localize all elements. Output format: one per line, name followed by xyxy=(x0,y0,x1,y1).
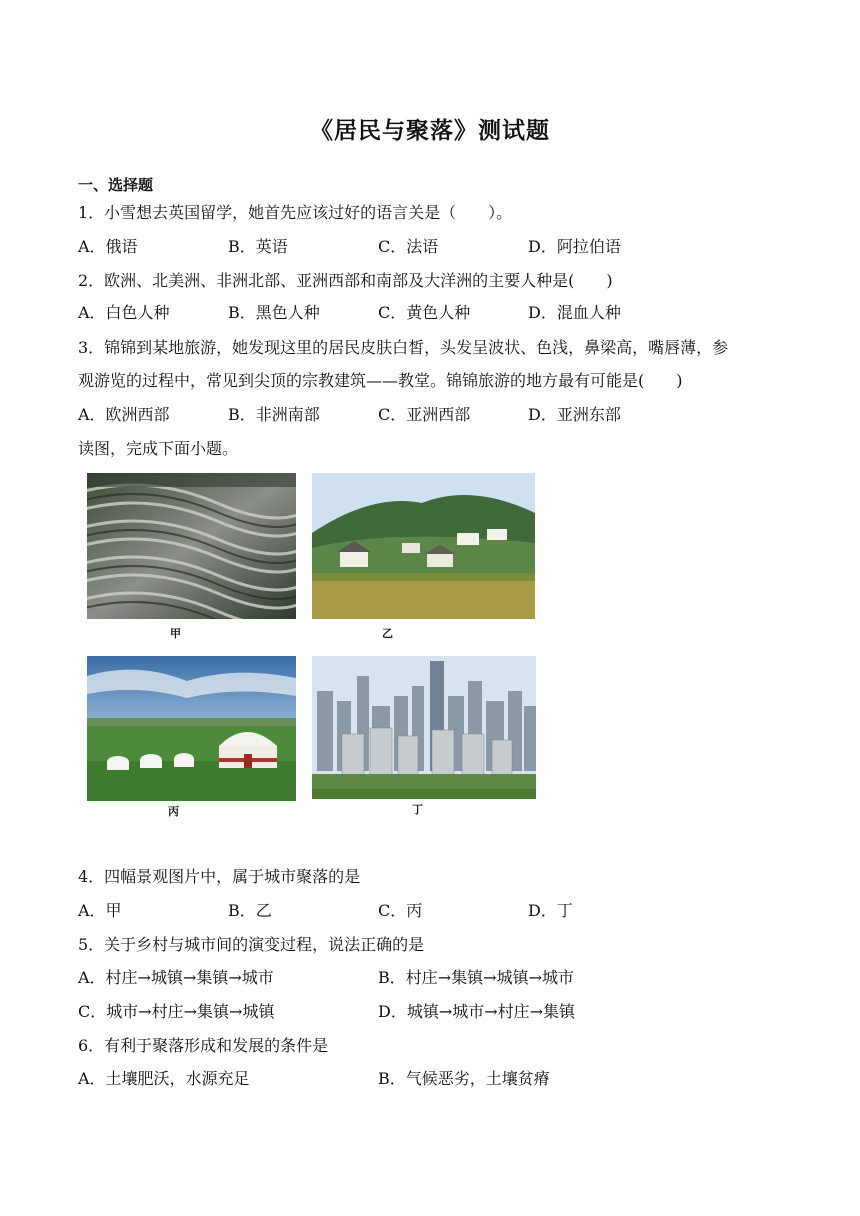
q5-option-b: B．村庄→集镇→城镇→城市 xyxy=(378,968,574,987)
q4-option-b: B．乙 xyxy=(228,901,272,920)
q1-option-a: A．俄语 xyxy=(78,237,138,256)
q2-option-d: D．混血人种 xyxy=(528,303,621,322)
question-5-stem: 5．关于乡村与城市间的演变过程，说法正确的是 xyxy=(78,935,425,954)
question-3-stem-line2: 观游览的过程中，常见到尖顶的宗教建筑——教堂。锦锦旅游的地方最有可能是( ) xyxy=(78,371,683,390)
q1-option-b: B．英语 xyxy=(228,237,288,256)
page-title: 《居民与聚落》测试题 xyxy=(310,117,550,144)
section-heading: 一、选择题 xyxy=(78,176,154,194)
q2-option-c: C．黄色人种 xyxy=(378,303,471,322)
caption-jia: 甲 xyxy=(170,627,181,640)
q1-option-c: C．法语 xyxy=(378,237,439,256)
q3-option-a: A．欧洲西部 xyxy=(78,405,170,424)
village-photo xyxy=(312,473,535,619)
question-4-stem: 4．四幅景观图片中，属于城市聚落的是 xyxy=(78,867,361,886)
q2-option-b: B．黑色人种 xyxy=(228,303,320,322)
q4-option-c: C．丙 xyxy=(378,901,423,920)
q3-option-b: B．非洲南部 xyxy=(228,405,320,424)
caption-ding: 丁 xyxy=(412,803,423,816)
question-1-stem: 1．小雪想去英国留学，她首先应该过好的语言关是（ ）。 xyxy=(78,203,513,222)
q3-option-d: D．亚洲东部 xyxy=(528,405,621,424)
caption-yi: 乙 xyxy=(382,627,393,640)
q2-option-a: A．白色人种 xyxy=(78,303,170,322)
read-map-instruction: 读图，完成下面小题。 xyxy=(78,439,239,458)
question-3-stem-line1: 3．锦锦到某地旅游，她发现这里的居民皮肤白皙，头发呈波状、色浅，鼻梁高，嘴唇薄，参 xyxy=(78,338,729,357)
q3-option-c: C．亚洲西部 xyxy=(378,405,471,424)
question-6-stem: 6．有利于聚落形成和发展的条件是 xyxy=(78,1036,329,1055)
q5-option-a: A．村庄→城镇→集镇→城市 xyxy=(78,968,274,987)
q4-option-d: D．丁 xyxy=(528,901,573,920)
city-skyline-photo xyxy=(312,656,536,799)
q1-option-d: D．阿拉伯语 xyxy=(528,237,621,256)
q5-option-c: C．城市→村庄→集镇→城镇 xyxy=(78,1002,275,1021)
q6-option-a: A．土壤肥沃，水源充足 xyxy=(78,1069,250,1088)
question-2-stem: 2．欧洲、北美洲、非洲北部、亚洲西部和南部及大洋洲的主要人种是( ) xyxy=(78,271,613,290)
grassland-yurts-photo xyxy=(87,656,296,801)
q4-option-a: A．甲 xyxy=(78,901,122,920)
terraced-fields-photo xyxy=(87,473,296,619)
q5-option-d: D．城镇→城市→村庄→集镇 xyxy=(378,1002,576,1021)
caption-bing: 丙 xyxy=(168,805,179,818)
q6-option-b: B．气候恶劣，土壤贫瘠 xyxy=(378,1069,550,1088)
